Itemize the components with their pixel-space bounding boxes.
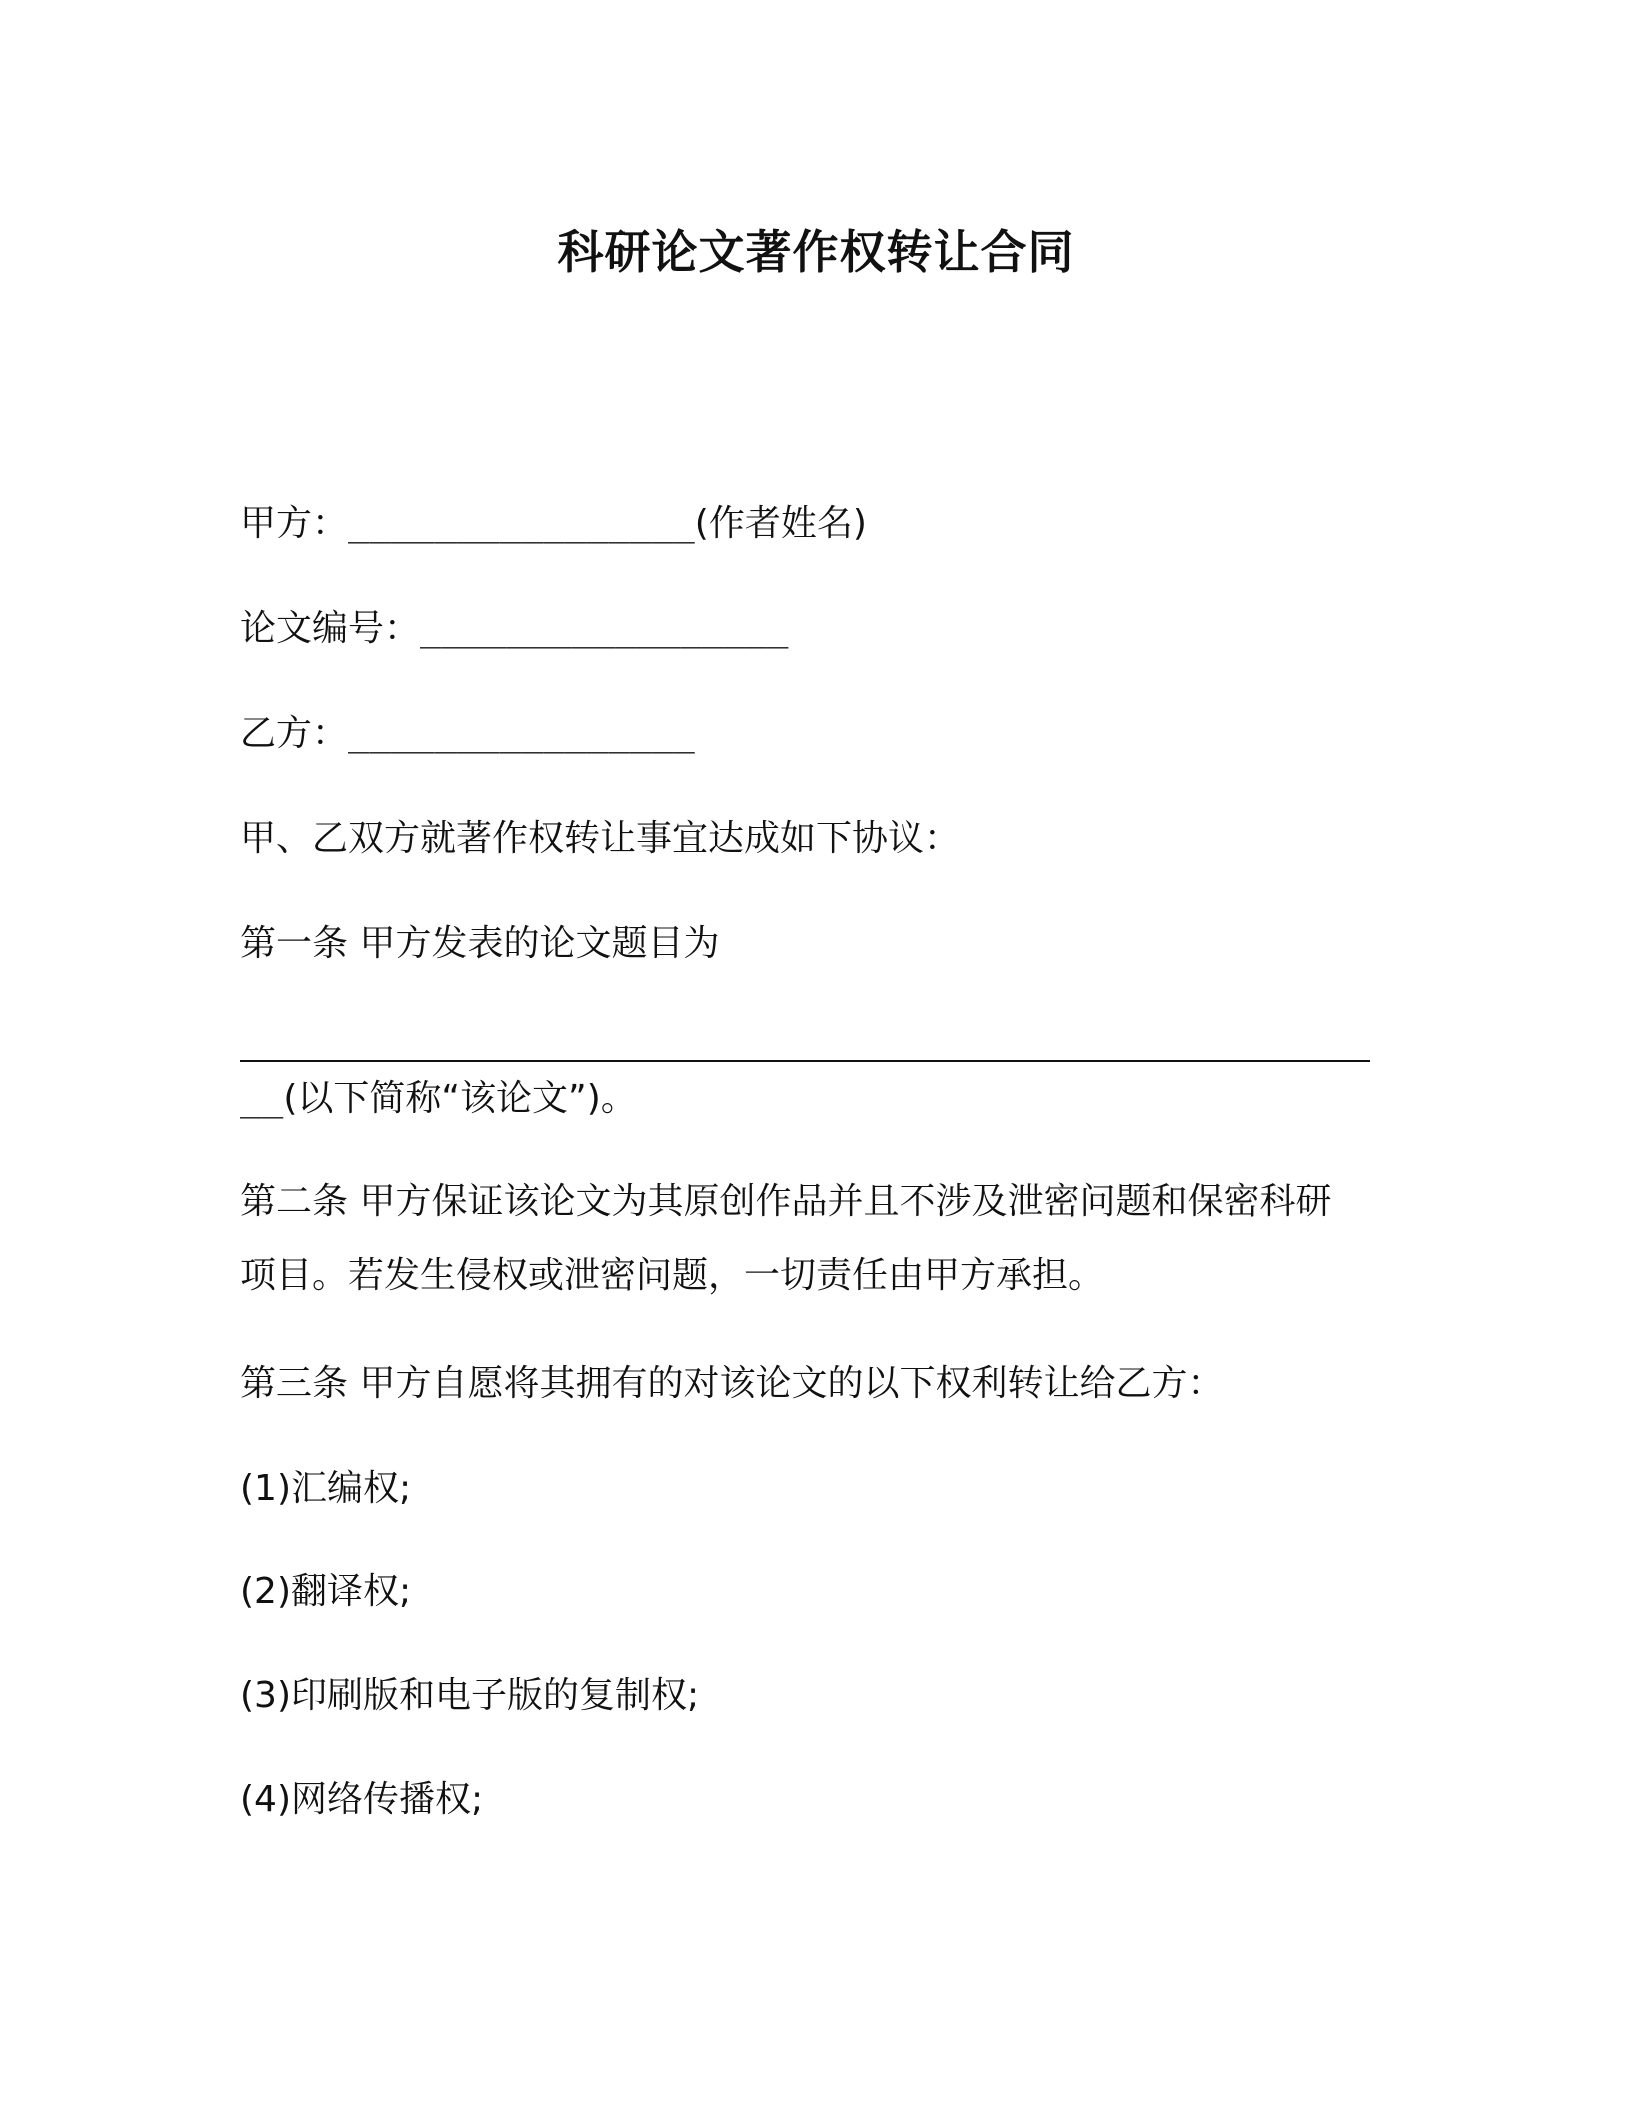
article-2-line-1: 第二条 甲方保证该论文为其原创作品并且不涉及泄密问题和保密科研 (240, 1181, 1332, 1222)
rights-list-item: (3)印刷版和电子版的复制权; (240, 1675, 700, 1716)
article-1-line-2 (240, 1075, 637, 1123)
paper-number-blank: _________________ (420, 608, 789, 649)
party-a-label: 甲方： (240, 503, 349, 544)
rights-list-item: (1)汇编权; (240, 1468, 412, 1509)
paper-title-blank-rule (240, 1060, 1370, 1062)
article-1-line-1: 第一条 甲方发表的论文题目为 (240, 923, 720, 964)
party-b-label: 乙方： (240, 713, 349, 754)
article-3: 第三条 甲方自愿将其拥有的对该论文的以下权利转让给乙方： (240, 1363, 1224, 1404)
party-a-blank: ________________ (348, 503, 695, 544)
rights-list-item: (4)网络传播权; (240, 1779, 484, 1820)
paper-number-line (240, 605, 788, 653)
party-a-line (240, 500, 867, 548)
document-title: 科研论文著作权转让合同 (557, 225, 1075, 279)
article-2-line-2: 项目。若发生侵权或泄密问题，一切责任由甲方承担。 (240, 1255, 1105, 1296)
article-1-abbrev: (以下简称“该论文”)。 (283, 1078, 637, 1119)
rights-list-item: (2)翻译权; (240, 1571, 412, 1612)
party-b-blank: ________________ (348, 713, 695, 754)
party-a-suffix: (作者姓名) (694, 503, 867, 544)
agreement-intro: 甲、乙双方就著作权转让事宜达成如下协议： (240, 818, 961, 859)
party-b-line (240, 710, 695, 758)
article-1-blank-tail: __ (240, 1078, 284, 1119)
paper-number-label: 论文编号： (240, 608, 421, 649)
